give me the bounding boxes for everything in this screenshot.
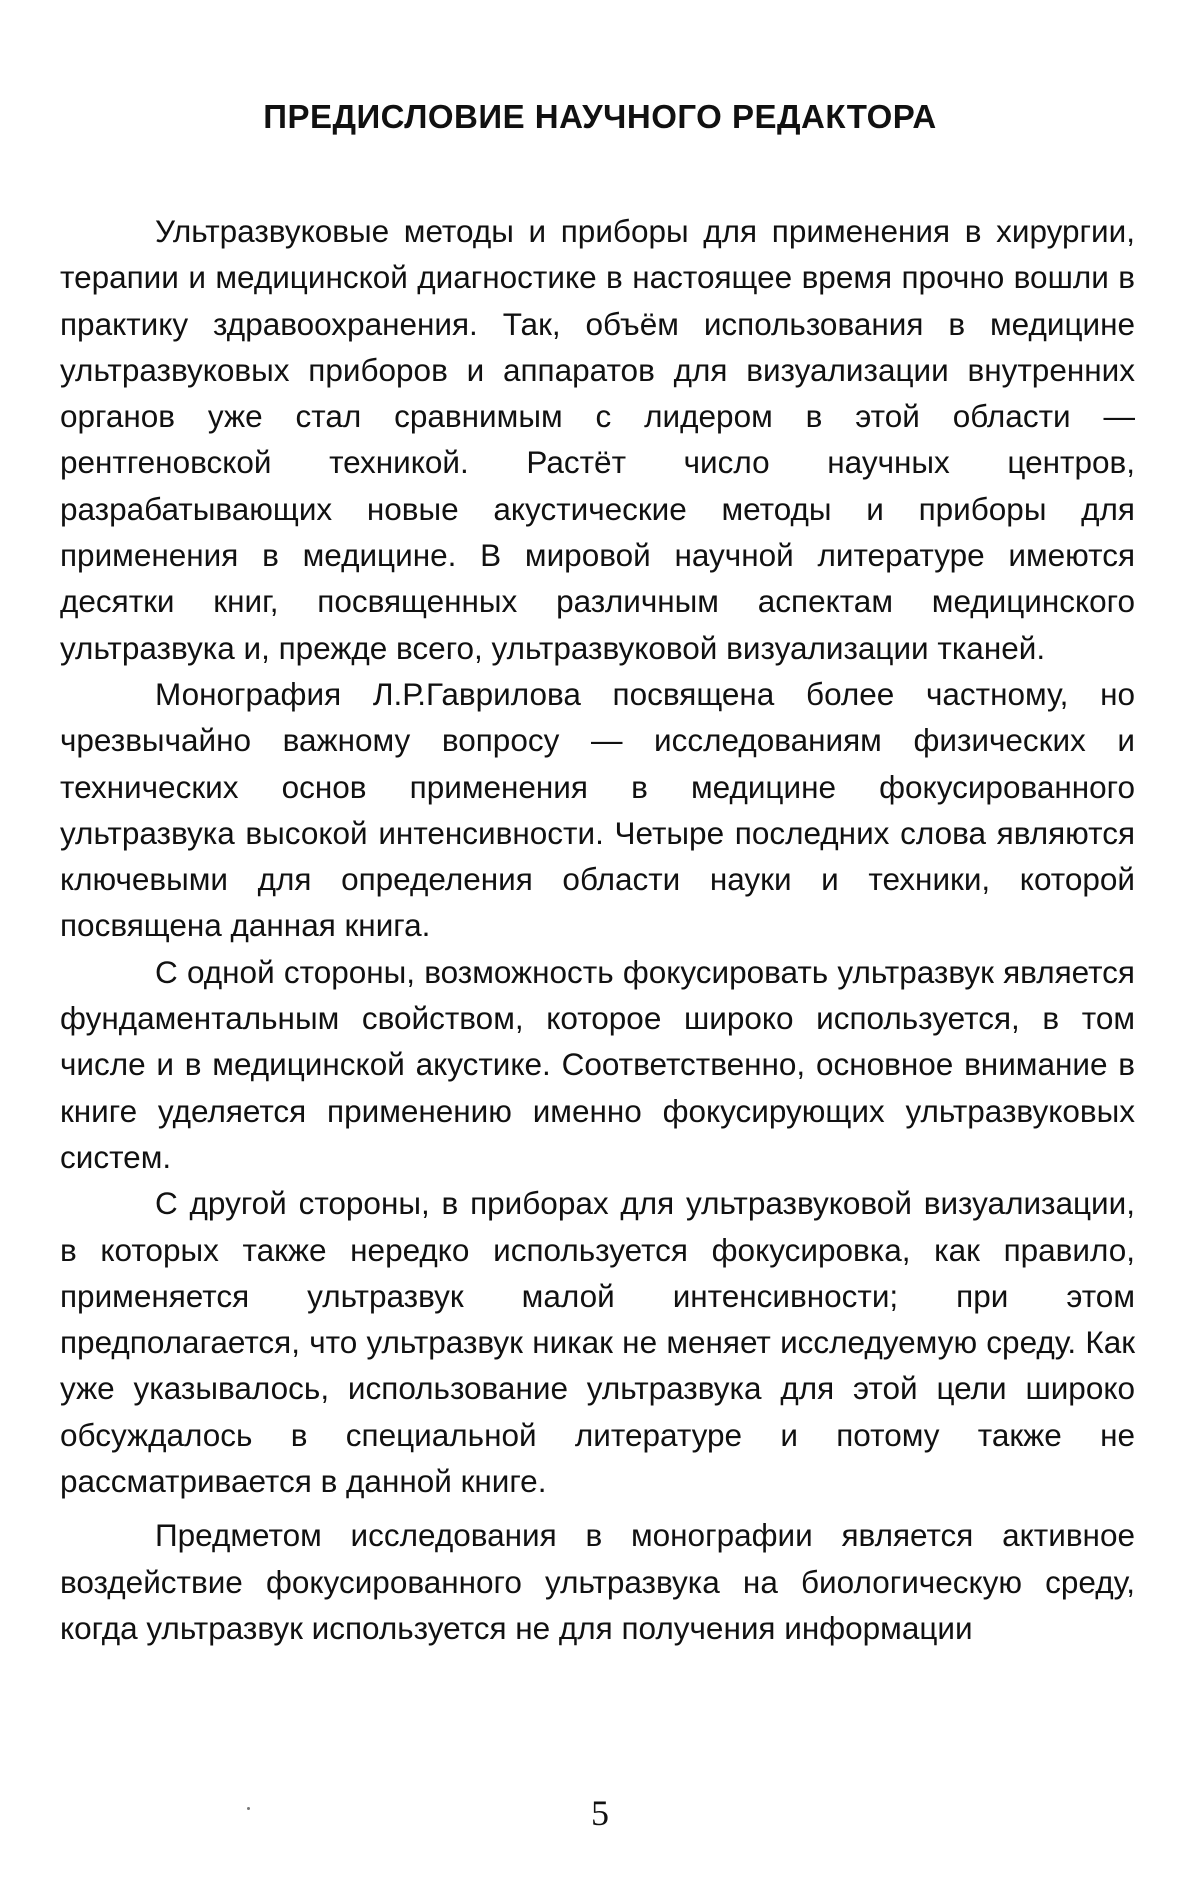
paragraph-1: Ультразвуковые методы и приборы для применения в хирургии, терапии и медицинской диагностике в настоящее время прочно вошли в практику здравоохранения. Так, объём использования в медицине ультразвуковых приборов и аппаратов для визуализации внутренних органов уже стал сравнимым с лидером в этой области — рентгеновской техникой. Растёт число научных центров, разрабатывающих новые акустические методы и приборы для применения в медицине. В мировой научной литературе имеются десятки книг, посвященных различным аспектам медицинского ультразвука и, прежде всего, ультразвуковой визуализации тканей. bbox=[60, 213, 1135, 666]
paragraph-2: Монография Л.Р.Гаврилова посвящена более частному, но чрезвычайно важному вопросу — исследованиям физических и технических основ применения в медицине фокусированного ультразвука высокой интенсивности. Четыре последних слова являются ключевыми для определения области науки и техники, которой посвящена данная книга. bbox=[60, 675, 1135, 944]
page-title: ПРЕДИСЛОВИЕ НАУЧНОГО РЕДАКТОРА bbox=[263, 98, 937, 135]
page-number: 5 bbox=[591, 1793, 609, 1833]
paragraph-3: С одной стороны, возможность фокусировать ультразвук является фундаментальным свойством, которое широко используется, в том числе и в медицинской акустике. Соответственно, основное внимание в книге уделяется применению именно фокусирующих ультразвуковых систем. bbox=[60, 953, 1135, 1175]
body-text bbox=[60, 208, 1135, 1651]
paragraph-5: Предметом исследования в монографии является активное воздействие фокусированного ультразвука на биологическую среду, когда ультразвук используется не для получения информации bbox=[60, 1517, 1135, 1646]
paragraph-4: С другой стороны, в приборах для ультразвуковой визуализации, в которых также нередко используется фокусировка, как правило, применяется ультразвук малой интенсивности; при этом предполагается, что ультразвук никак не меняет исследуемую среду. Как уже указывалось, использование ультразвука для этой цели широко обсуждалось в специальной литературе и потому также не рассматривается в данной книге. bbox=[60, 1185, 1135, 1500]
